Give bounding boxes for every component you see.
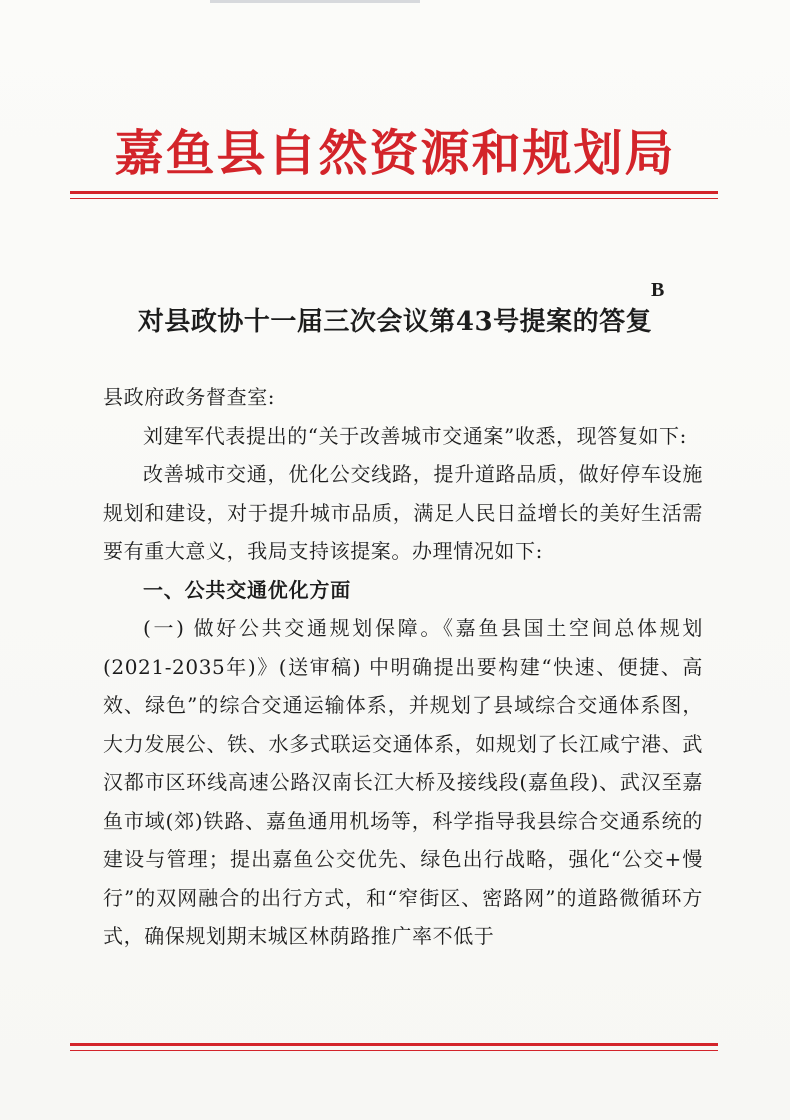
document-title: 对县政协十一届三次会议第43号提案的答复 — [137, 307, 653, 337]
addressee: 县政府政务督查室: — [103, 385, 276, 409]
letterhead-org-name: 嘉鱼县自然资源和规划局 — [114, 124, 676, 182]
section-heading: 一、公共交通优化方面 — [143, 577, 351, 602]
letterhead-rule-thick — [70, 191, 718, 194]
scan-edge-shadow — [210, 0, 420, 3]
grade-mark: B — [651, 279, 665, 301]
document-body — [103, 378, 703, 956]
letterhead-rule-thin — [70, 198, 718, 199]
footer-rule-thin — [70, 1050, 718, 1051]
body-paragraph-2: 改善城市交通，优化公交线路，提升道路品质，做好停车设施规划和建设，对于提升城市品质，满足人民日益增长的美好生活需要有重大意义，我局支持该提案。办理情况如下: — [103, 462, 703, 563]
section-paragraph: (一) 做好公共交通规划保障。《嘉鱼县国土空间总体规划(2021-2035年)》(送审稿) 中明确提出要构建“快速、便捷、高效、绿色”的综合交通运输体系，并规划了县域综合交通体系图，大力发展公、铁、水多式联运交通体系，如规划了长江咸宁港、武汉都市区环线高速公路汉南长江大桥及接线段(嘉鱼段)、武汉至嘉鱼市域(郊)铁路、嘉鱼通用机场等，科学指导我县综合交通系统的建设与管理；提出嘉鱼公交优先、绿色出行战略，强化“公交+慢行”的双网融合的出行方式，和“窄街区、密路网”的道路微循环方式，确保规划期末城区林荫路推广率不低于 — [103, 616, 703, 948]
footer-rule-thick — [70, 1043, 718, 1046]
body-paragraph-1: 刘建军代表提出的“关于改善城市交通案”收悉，现答复如下: — [143, 423, 687, 448]
